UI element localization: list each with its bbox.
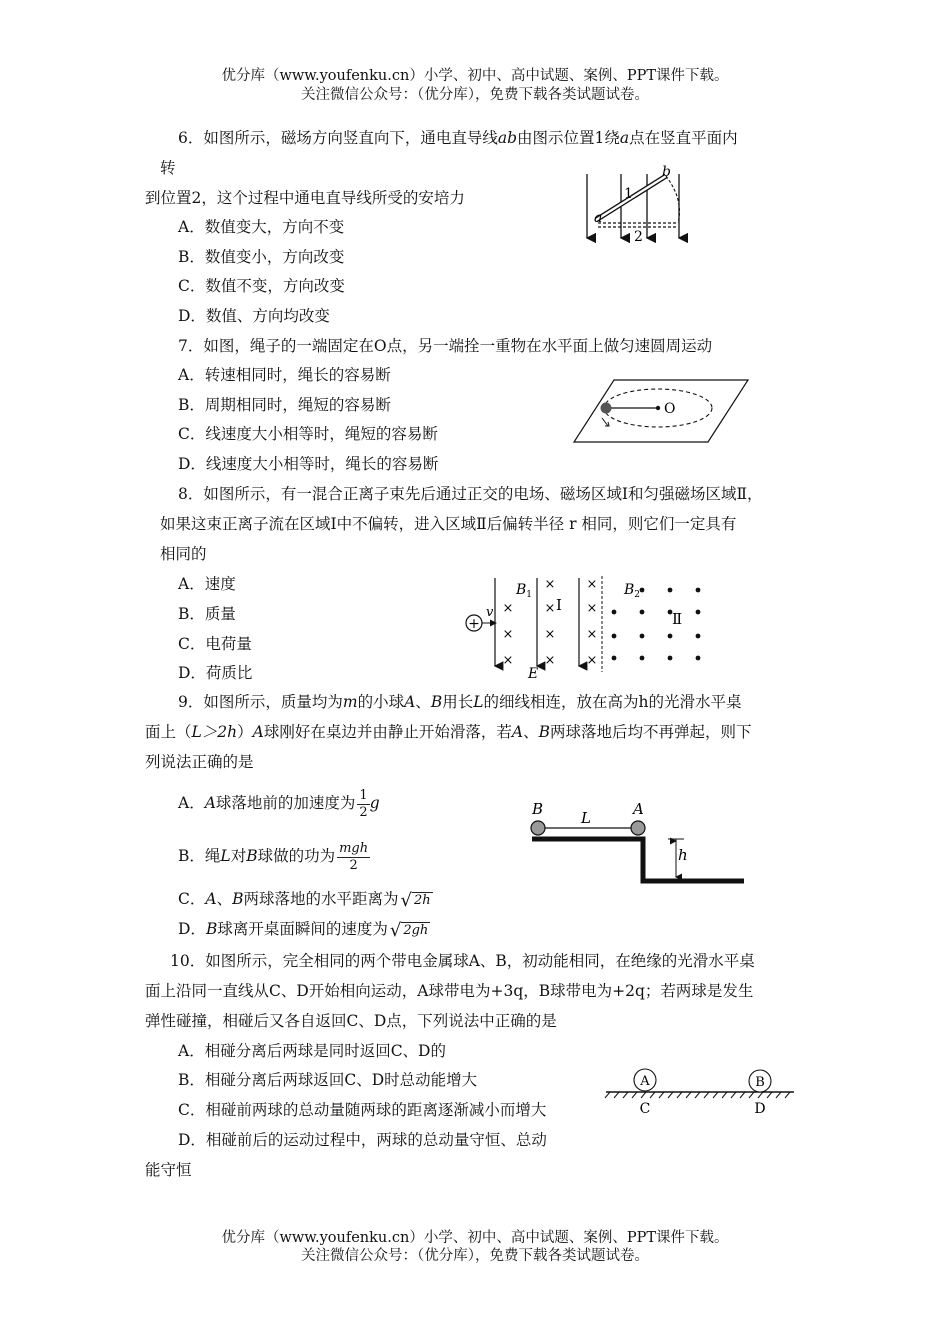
- field-out-of-page-symbol: [696, 588, 701, 593]
- square-root: √ 2h: [400, 890, 431, 911]
- field-into-page-symbol: ×: [502, 653, 514, 668]
- page-footer-line1: 优分库（www.youfenku.cn）小学、初中、高中试题、案例、PPT课件下载。: [221, 1230, 729, 1246]
- label-2: 2: [634, 229, 643, 245]
- table-surface: [532, 839, 744, 881]
- surface-hatch: [740, 1092, 745, 1098]
- field-into-page-symbol: ×: [502, 627, 514, 642]
- q6-option-b: B．数值变小，方向改变: [178, 248, 345, 266]
- q9-stem-line1: 9．如图所示，质量均为m的小球A、B用长L的细线相连，放在高为h的光滑水平桌: [178, 693, 742, 711]
- q10-option-d-line1: D．相碰前后的运动过程中，两球的总动量守恒、总动: [178, 1131, 547, 1149]
- field-into-page-symbol: ×: [544, 577, 556, 592]
- label-a: a: [594, 210, 603, 226]
- field-out-of-page-symbol: [696, 656, 701, 661]
- q10-option-b: B．相碰分离后两球返回C、D时总动能增大: [178, 1071, 478, 1089]
- field-into-page-symbol: ×: [544, 653, 556, 668]
- q6-option-d: D．数值、方向均改变: [178, 307, 330, 325]
- surface-hatch: [722, 1092, 727, 1098]
- q9-option-b: B．绳L对B球做的功为 $\frac{\text{mgh}}{2}$: [178, 840, 369, 873]
- surface-hatch: [632, 1092, 637, 1098]
- surface-hatch: [623, 1092, 628, 1098]
- field-into-page-symbol: ×: [586, 601, 598, 616]
- fraction: $\frac{\text{mgh}}{2}$: [339, 840, 369, 873]
- label-h: h: [678, 846, 688, 864]
- surface-hatch: [785, 1092, 790, 1098]
- label-1: 1: [624, 186, 633, 202]
- q7-option-d: D．线速度大小相等时，绳长的容易断: [178, 455, 439, 473]
- label-v: v: [486, 605, 494, 620]
- rotation-arc: [666, 176, 680, 223]
- surface-hatch: [758, 1092, 763, 1098]
- q7-option-b: B．周期相同时，绳短的容易断: [178, 396, 391, 414]
- q10-option-c: C．相碰前两球的总动量随两球的距离逐渐减小而增大: [178, 1101, 547, 1119]
- field-out-of-page-symbol: [696, 610, 701, 615]
- field-out-of-page-symbol: [640, 634, 645, 639]
- q9-option-a: A．A球落地前的加速度为 $\frac{1}{2}$ g: [178, 787, 380, 820]
- surface-hatch: [767, 1092, 772, 1098]
- field-out-of-page-symbol: [668, 634, 673, 639]
- q6-figure: [580, 160, 690, 250]
- label-o: O: [664, 401, 676, 417]
- ball-b: [531, 821, 545, 835]
- surface-hatch: [776, 1092, 781, 1098]
- label-b: B: [532, 800, 544, 818]
- field-out-of-page-symbol: [612, 656, 617, 661]
- q7-stem: 7．如图，绳子的一端固定在O点，另一端拴一重物在水平面上做匀速圆周运动: [178, 337, 713, 355]
- field-out-of-page-symbol: [612, 634, 617, 639]
- field-out-of-page-symbol: [696, 634, 701, 639]
- page-header-line1: 优分库（www.youfenku.cn）小学、初中、高中试题、案例、PPT课件下载。: [221, 68, 729, 84]
- q10-option-a: A．相碰分离后两球是同时返回C、D的: [178, 1042, 446, 1060]
- q8-figure: [462, 574, 722, 684]
- surface-hatch: [677, 1092, 682, 1098]
- q8-stem-line3: 相同的: [160, 545, 207, 563]
- field-out-of-page-symbol: [640, 610, 645, 615]
- surface-hatch: [614, 1092, 619, 1098]
- q8-option-c: C．电荷量: [178, 635, 252, 653]
- q6-stem-line1: 6．如图所示，磁场方向竖直向下，通电直导线ab由图示位置1绕a点在竖直平面内: [178, 129, 738, 147]
- surface-hatch: [749, 1092, 754, 1098]
- ball-a: [631, 821, 645, 835]
- field-out-of-page-symbol: [668, 656, 673, 661]
- label-b: b: [662, 164, 671, 180]
- field-into-page-symbol: ×: [502, 601, 514, 616]
- field-out-of-page-symbol: [640, 656, 645, 661]
- q10-option-d-line2: 能守恒: [145, 1161, 192, 1179]
- field-out-of-page-symbol: [612, 610, 617, 615]
- surface-hatch: [686, 1092, 691, 1098]
- label-e: E: [528, 666, 539, 682]
- fraction: $\frac{1}{2}$: [359, 787, 368, 820]
- q8-option-b: B．质量: [178, 605, 236, 623]
- surface-hatch: [650, 1092, 655, 1098]
- label-c: C: [639, 1101, 651, 1117]
- q9-option-c: C．A、B两球落地的水平距离为 √ 2h: [178, 890, 431, 911]
- label-region-1: Ⅰ: [556, 596, 562, 614]
- label-ball-b: B: [755, 1075, 765, 1090]
- q7-figure: [572, 378, 752, 446]
- q8-option-a: A．速度: [178, 575, 236, 593]
- field-out-of-page-symbol: [668, 588, 673, 593]
- q6-stem-line3: 到位置2，这个过程中通电直导线所受的安培力: [145, 189, 465, 207]
- surface-hatch: [704, 1092, 709, 1098]
- label-d: D: [754, 1101, 766, 1117]
- label-l: L: [581, 809, 591, 827]
- field-into-page-symbol: ×: [586, 577, 598, 592]
- q10-figure: [602, 1064, 798, 1120]
- q10-stem-line1: 10．如图所示，完全相同的两个带电金属球A、B，初动能相同，在绝缘的光滑水平桌: [170, 952, 755, 970]
- label-ball-a: A: [640, 1074, 650, 1089]
- q8-option-d: D．荷质比: [178, 664, 253, 682]
- q9-stem-line2: 面上（L＞2h）A球刚好在桌边并由静止开始滑落，若A、B两球落地后均不再弹起，则下: [145, 723, 752, 741]
- label-a: A: [633, 800, 644, 818]
- q7-option-c: C．线速度大小相等时，绳短的容易断: [178, 425, 438, 443]
- page-header-line2: 关注微信公众号：（优分库），免费下载各类试题试卷。: [301, 87, 649, 103]
- page-footer-line2: 关注微信公众号：（优分库），免费下载各类试题试卷。: [301, 1248, 649, 1264]
- label-b1: $B_1$: [516, 582, 533, 600]
- q6-option-c: C．数值不变，方向改变: [178, 277, 345, 295]
- q8-stem-line1: 8．如图所示，有一混合正离子束先后通过正交的电场、磁场区域Ⅰ和匀强磁场区域Ⅱ，: [178, 485, 763, 503]
- label-b2: $B_2$: [624, 582, 641, 600]
- label-region-2: Ⅱ: [672, 610, 683, 628]
- surface-hatch: [641, 1092, 646, 1098]
- q10-stem-line3: 弹性碰撞，相碰后又各自返回C、D点，下列说法中正确的是: [145, 1012, 557, 1030]
- surface-hatch: [659, 1092, 664, 1098]
- field-into-page-symbol: ×: [544, 627, 556, 642]
- q9-option-d: D．B球离开桌面瞬间的速度为 √ 2gh: [178, 920, 429, 941]
- square-root: √ 2gh: [389, 920, 429, 941]
- ion-plus: +: [468, 616, 480, 632]
- q9-figure: [526, 798, 750, 890]
- surface-hatch: [731, 1092, 736, 1098]
- surface-hatch: [605, 1092, 610, 1098]
- q10-stem-line2: 面上沿同一直线从C、D开始相向运动，A球带电为+3q，B球带电为+2q；若两球是发生: [145, 982, 754, 1000]
- field-into-page-symbol: ×: [544, 601, 556, 616]
- q9-stem-line3: 列说法正确的是: [145, 753, 254, 771]
- surface-hatch: [695, 1092, 700, 1098]
- weight: [601, 403, 612, 414]
- surface-hatch: [668, 1092, 673, 1098]
- q6-stem-line2: 转: [160, 159, 176, 177]
- q6-option-a: A．数值变大，方向不变: [178, 218, 345, 236]
- field-into-page-symbol: ×: [586, 627, 598, 642]
- pivot-o: [656, 406, 660, 410]
- field-into-page-symbol: ×: [586, 653, 598, 668]
- field-out-of-page-symbol: [640, 588, 645, 593]
- q8-stem-line2: 如果这束正离子流在区域Ⅰ中不偏转，进入区域Ⅱ后偏转半径 r 相同，则它们一定具有: [160, 515, 737, 533]
- surface-hatch: [713, 1092, 718, 1098]
- q7-option-a: A．转速相同时，绳长的容易断: [178, 366, 391, 384]
